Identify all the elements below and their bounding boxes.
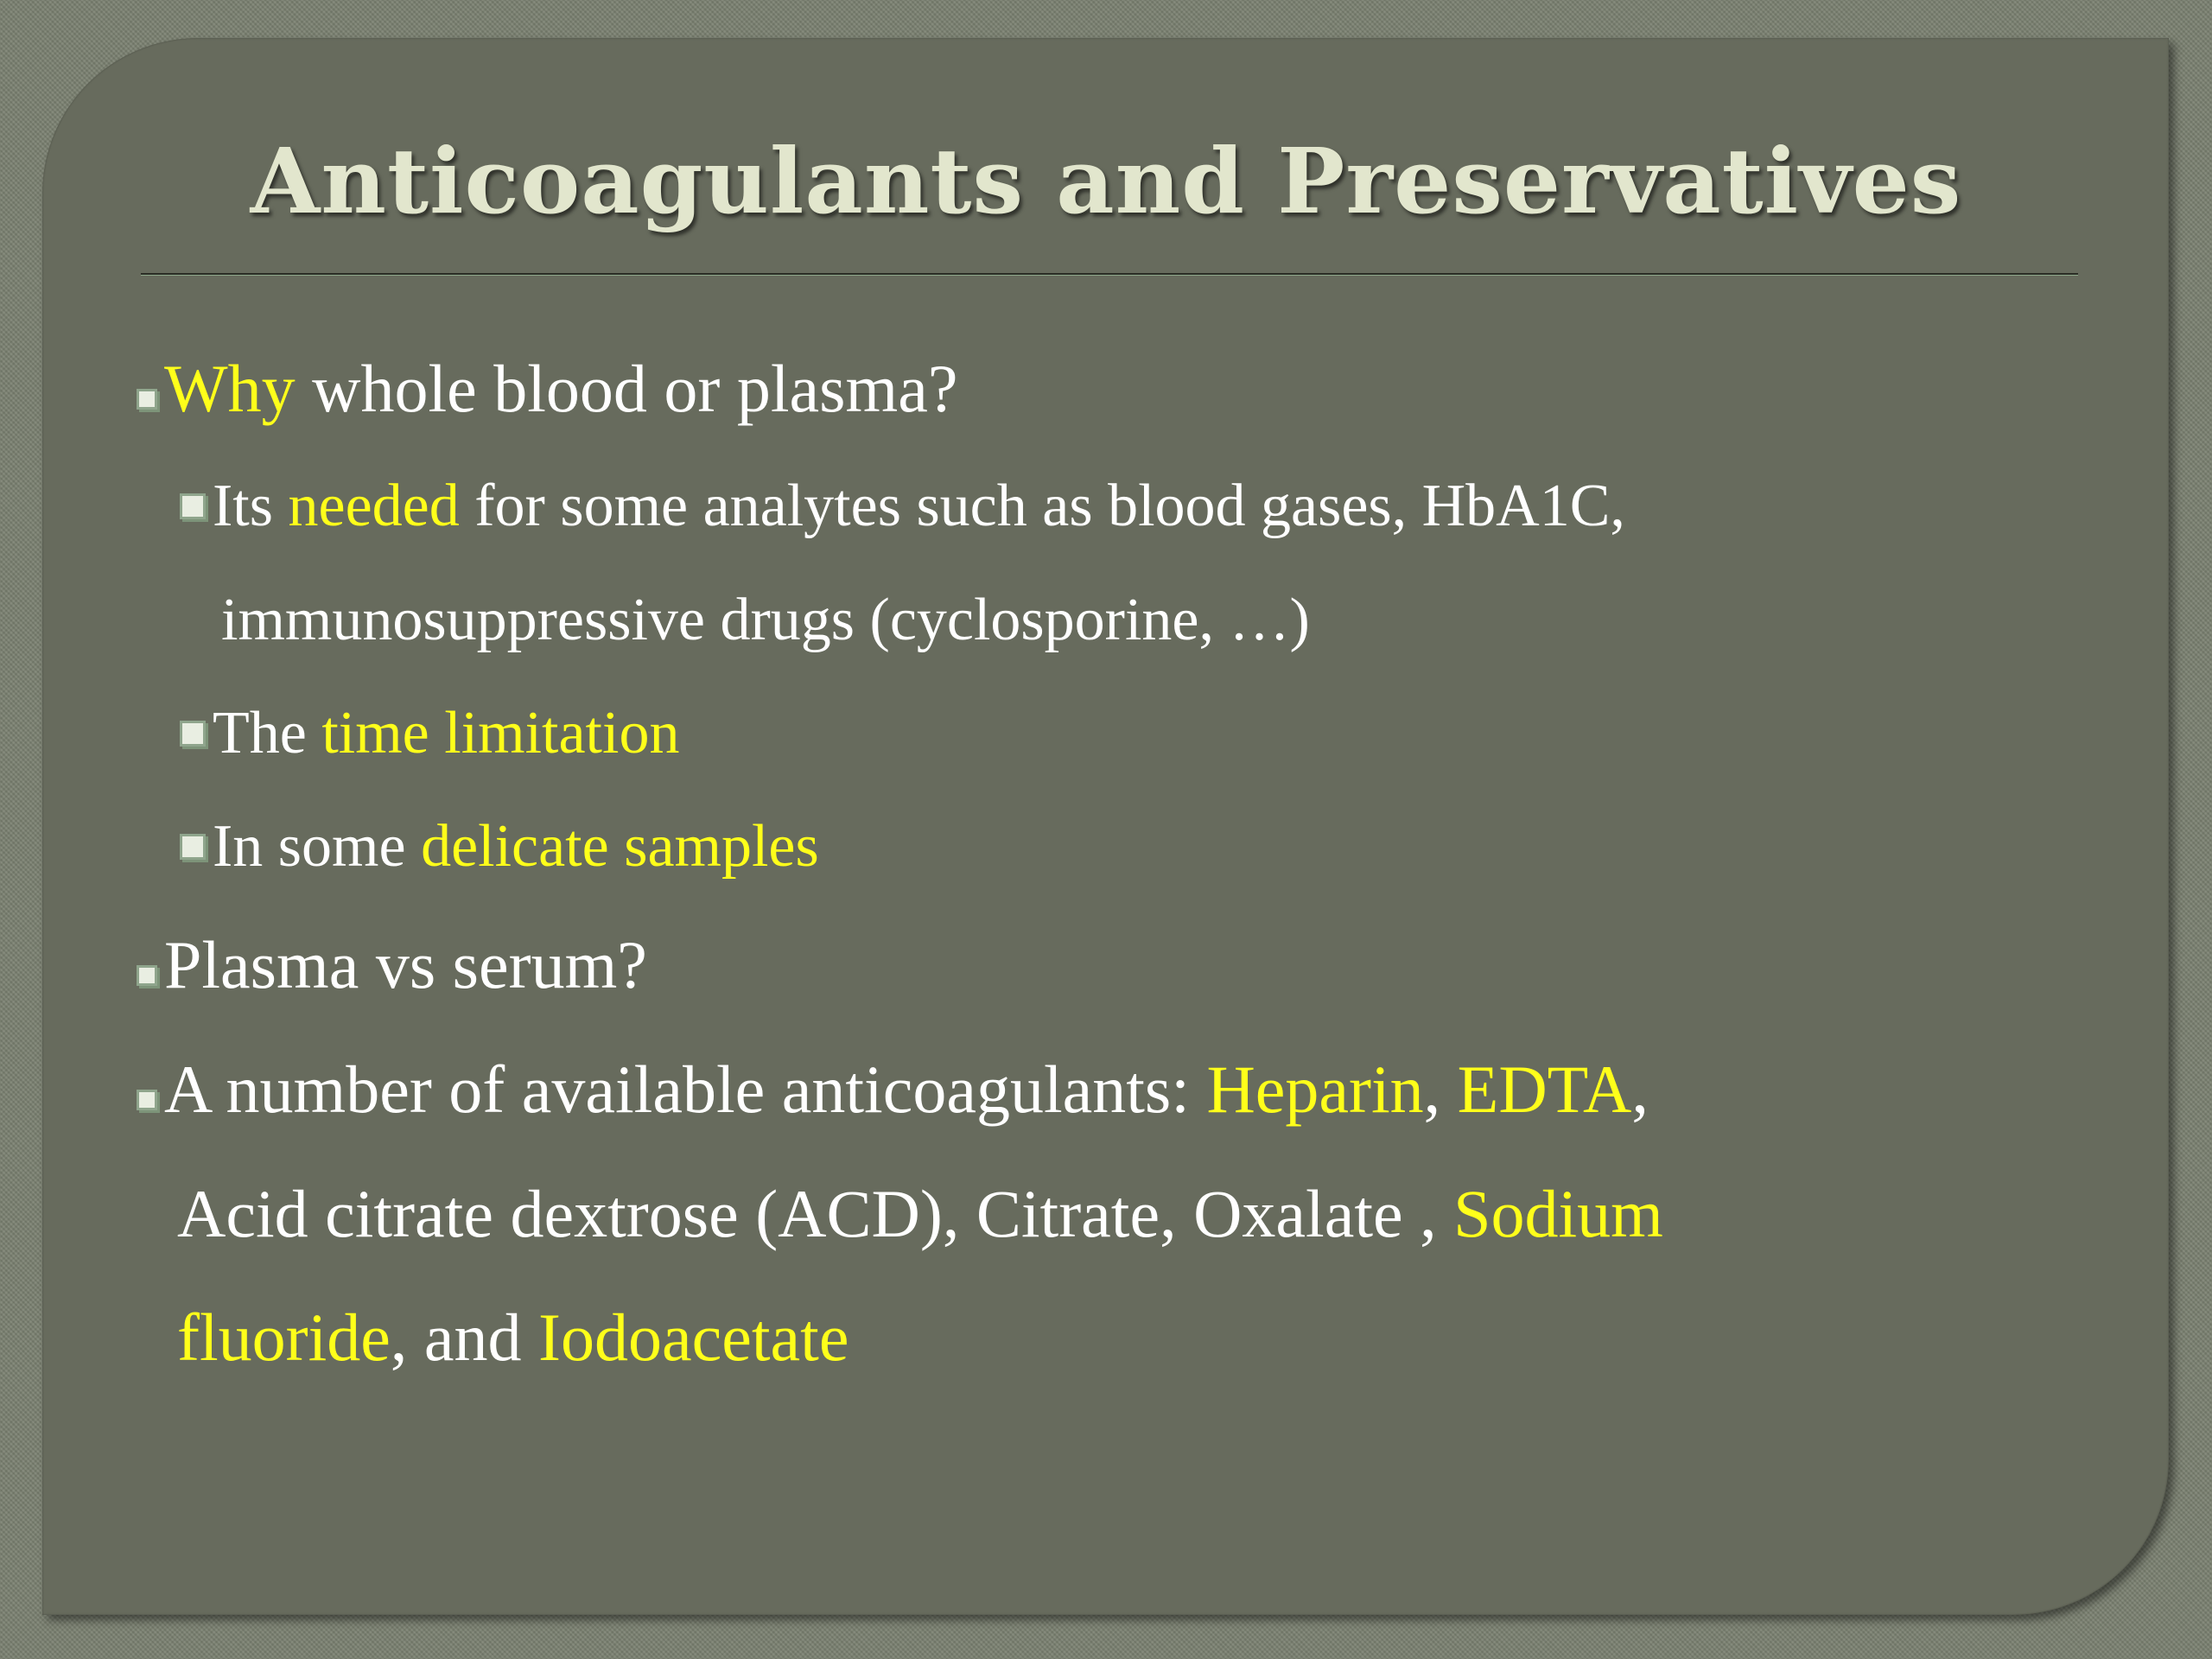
bullet-text-segment: , [1631, 1052, 1649, 1127]
bullet-text-segment: The [213, 700, 322, 766]
bullet-text-segment: A number of available anticoagulants: [164, 1052, 1207, 1127]
bullet-text-segment: delicate samples [421, 813, 819, 880]
square-bullet-icon [180, 493, 206, 519]
bullet-continuation-line [177, 1175, 1663, 1253]
bullet-text-segment: , [1423, 1052, 1458, 1127]
bullet-text-segment: time limitation [321, 700, 680, 766]
square-bullet-icon [180, 834, 206, 860]
bullet-text-segment: fluoride [177, 1300, 391, 1375]
bullet-text-segment: EDTA [1457, 1052, 1632, 1127]
bullet-anticoagulants-list [137, 1051, 1649, 1128]
bullet-text-segment: Heparin [1206, 1052, 1424, 1127]
bullet-text-segment: for some analytes such as blood gases, HbA1C, [459, 473, 1625, 539]
bullet-text-segment: Sodium [1453, 1176, 1663, 1251]
subbullet-time-limitation [180, 699, 679, 768]
bullet-text-segment: whole blood or plasma? [295, 351, 958, 426]
bullet-why-whole-blood [137, 350, 957, 428]
slide-title: Anticoagulants and Preservatives [250, 128, 1962, 234]
bullet-text-segment: Why [164, 351, 296, 426]
square-bullet-icon [137, 389, 157, 410]
square-bullet-icon [180, 721, 206, 747]
bullet-plasma-vs-serum [137, 926, 647, 1004]
bullet-text-segment: Its [213, 473, 289, 539]
square-bullet-icon [137, 965, 157, 986]
bullet-text-segment: Iodoacetate [538, 1300, 849, 1375]
bullet-continuation-line [177, 1299, 849, 1376]
bullet-text-segment: , and [390, 1300, 539, 1375]
bullet-text-segment: Plasma vs serum? [164, 927, 647, 1002]
bullet-text-segment: Acid citrate dextrose (ACD), Citrate, Oxalate , [177, 1176, 1454, 1251]
title-divider [141, 273, 2078, 276]
subbullet-continuation: immunosuppressive drugs (cyclosporine, …) [221, 587, 1310, 653]
subbullet-delicate-samples [180, 812, 819, 881]
bullet-text-segment: needed [288, 473, 460, 539]
subbullet-needed-analytes [180, 472, 1625, 541]
bullet-text-segment: In some [213, 813, 422, 880]
square-bullet-icon [137, 1090, 157, 1110]
